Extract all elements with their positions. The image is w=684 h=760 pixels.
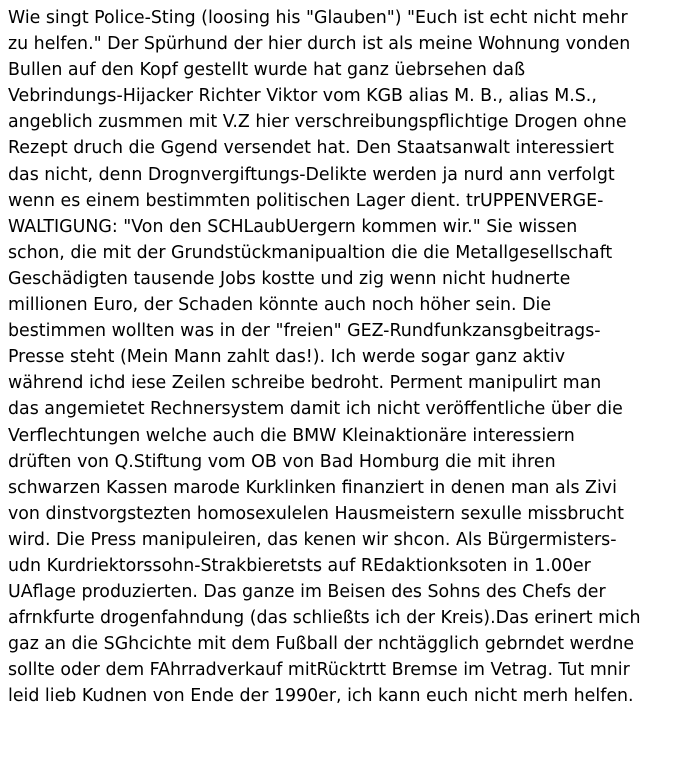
text-line: Rezept druch die Ggend versendet hat. Den Staatsanwalt interessiert xyxy=(8,138,614,159)
text-line: Wie singt Police-Sting (loosing his "Glauben") "Euch ist echt nicht mehr xyxy=(8,8,628,28)
text-line: udn Kurdriektorssohn-Strakbieretsts auf REdaktionksoten in 1.00er xyxy=(8,555,591,576)
text-line: UAflage produzierten. Das ganze im Beisen des Sohns des Chefs der xyxy=(8,582,606,603)
text-line: Verflechtungen welche auch die BMW Kleinaktionäre interessiern xyxy=(8,425,575,446)
text-line: das nicht, denn Drognvergiftungs-Delikte werden ja nurd ann verfolgt xyxy=(8,164,615,185)
text-line: Vebrindungs-Hijacker Richter Viktor vom KGB alias M. B., alias M.S., xyxy=(8,86,597,107)
text-line: drüften von Q.Stiftung vom OB von Bad Homburg die mit ihren xyxy=(8,451,556,472)
text-line: Bullen auf den Kopf gestellt wurde hat ganz üebrsehen daß xyxy=(8,60,526,81)
text-line: von dinstvorgstezten homosexulelen Hausmeistern sexulle missbrucht xyxy=(8,503,624,524)
text-line: WALTIGUNG: "Von den SCHLaubUergern kommen wir." Sie wissen xyxy=(8,216,578,237)
text-line: wenn es einem bestimmten politischen Lager dient. trUPPENVERGE- xyxy=(8,190,604,211)
text-line: während ichd iese Zeilen schreibe bedroht. Perment manipulirt man xyxy=(8,373,602,394)
text-line: millionen Euro, der Schaden könnte auch noch höher sein. Die xyxy=(8,295,552,316)
text-line: das angemietet Rechnersystem damit ich nicht veröffentliche über die xyxy=(8,399,623,420)
text-line: schwarzen Kassen marode Kurklinken finanziert in denen man als Zivi xyxy=(8,477,617,498)
text-line: Presse steht (Mein Mann zahlt das!). Ich werde sogar ganz aktiv xyxy=(8,347,565,368)
text-line: afrnkfurte drogenfahndung (das schließts ich der Kreis).Das erinert mich xyxy=(8,608,641,629)
text-line: Geschädigten tausende Jobs kostte und zig wenn nicht hudnerte xyxy=(8,268,571,289)
text-line: gaz an die SGhcichte mit dem Fußball der nchtägglich gebrndet werdne xyxy=(8,634,635,655)
text-line: wird. Die Press manipuleiren, das kenen wir shcon. Als Bürgermisters- xyxy=(8,529,617,550)
text-line: schon, die mit der Grundstückmanipualtion die die Metallgesellschaft xyxy=(8,242,613,263)
text-line: sollte oder dem FAhrradverkauf mitRücktrtt Bremse im Vetrag. Tut mnir xyxy=(8,660,630,681)
text-line: leid lieb Kudnen von Ende der 1990er, ich kann euch nicht merh helfen. xyxy=(8,686,634,707)
text-line: angeblich zusmmen mit V.Z hier verschreibungspflichtige Drogen ohne xyxy=(8,112,627,133)
text-line: bestimmen wollten was in der "freien" GEZ-Rundfunkzansgbeitrags- xyxy=(8,321,601,342)
text-line: zu helfen." Der Spürhund der hier durch ist als meine Wohnung vonden xyxy=(8,34,631,55)
document-text xyxy=(8,5,684,710)
